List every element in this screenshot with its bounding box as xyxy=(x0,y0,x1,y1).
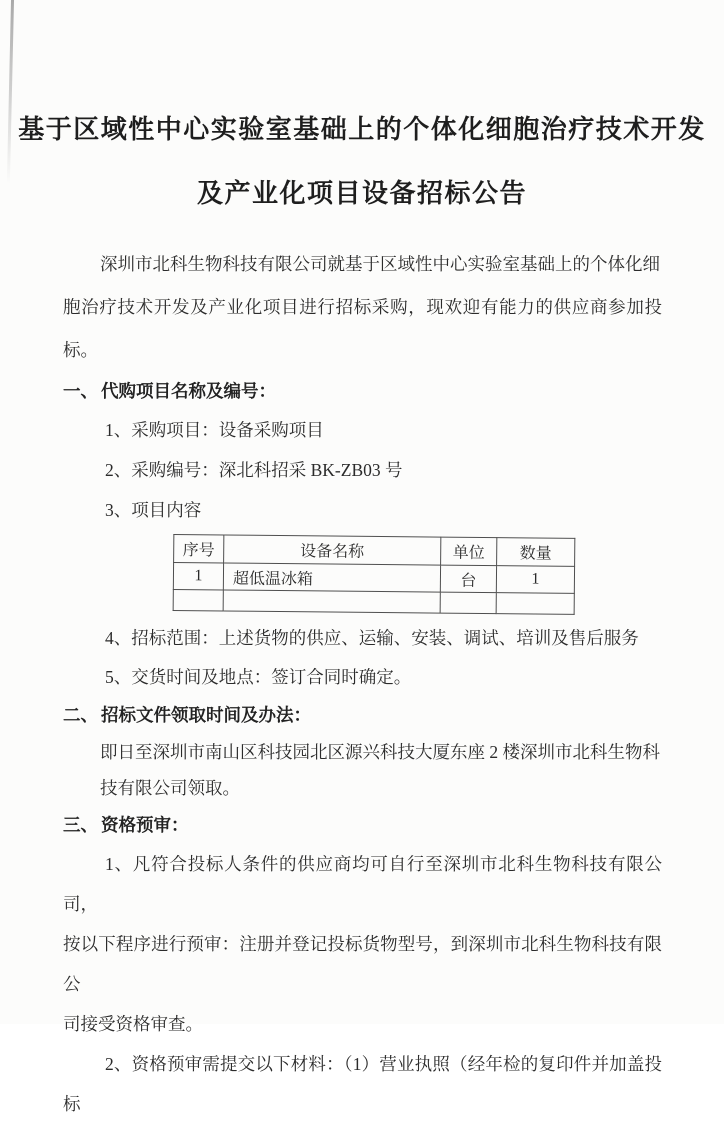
table-row-empty xyxy=(173,590,574,615)
col-header-name: 设备名称 xyxy=(224,535,441,565)
table-header-row xyxy=(174,535,575,567)
numbered-item-3: 3、项目内容 xyxy=(105,500,202,520)
section-3-paragraph-2 xyxy=(63,1044,662,1124)
cell-name: 超低温冰箱 xyxy=(223,563,440,592)
section-2-heading xyxy=(63,696,662,734)
section-3-paragraph-1 xyxy=(63,844,662,1044)
col-header-seq: 序号 xyxy=(174,535,224,563)
section-3-line: 2、资格预审需提交以下材料：（1）营业执照（经年检的复印件并加盖投标 xyxy=(63,1054,662,1114)
cell-seq xyxy=(173,590,223,611)
col-header-unit: 单位 xyxy=(441,537,497,566)
cell-unit: 台 xyxy=(440,565,496,593)
section-3-heading-text: 资格预审： xyxy=(101,815,189,835)
cell-qty xyxy=(496,593,574,615)
equipment-table-wrap xyxy=(173,534,574,615)
cell-qty: 1 xyxy=(496,566,574,594)
cell-unit xyxy=(440,592,496,614)
document-body xyxy=(0,243,724,1124)
section-2-marker: 二、 xyxy=(63,705,98,725)
intro-line: 胞治疗技术开发及产业化项目进行招标采购，现欢迎有能力的供应商参加投标。 xyxy=(63,297,662,360)
table-row xyxy=(173,563,574,594)
title-line-2: 及产业化项目设备招标公告 xyxy=(196,179,527,208)
section-3-marker: 三、 xyxy=(63,815,98,835)
intro-paragraph xyxy=(63,243,662,372)
section-3-heading xyxy=(63,806,662,844)
section-2-line: 即日至深圳市南山区科技园北区源兴科技大厦东座 2 楼深圳市北科生物科 xyxy=(100,742,660,762)
section-3-line: 按以下程序进行预审：注册并登记投标货物型号，到深圳市北科生物科技有限公 xyxy=(63,934,662,994)
section-1-marker: 一、 xyxy=(63,381,98,401)
numbered-item-4: 4、招标范围：上述货物的供应、运输、安装、调试、培训及售后服务 xyxy=(105,628,639,648)
cell-seq: 1 xyxy=(173,563,223,590)
section-3-line: 1、凡符合投标人条件的供应商均可自行至深圳市北科生物科技有限公司， xyxy=(63,854,662,914)
section-1-heading-text: 代购项目名称及编号： xyxy=(101,381,276,401)
intro-line: 深圳市北科生物科技有限公司就基于区域性中心实验室基础上的个体化细 xyxy=(100,254,660,274)
numbered-item-5: 5、交货时间及地点：签订合同时确定。 xyxy=(105,667,412,687)
document-title xyxy=(0,0,724,226)
section-2-line: 技有限公司领取。 xyxy=(100,778,240,798)
section-1-heading xyxy=(63,372,662,410)
equipment-table xyxy=(173,534,576,615)
title-line-1: 基于区域性中心实验室基础上的个体化细胞治疗技术开发 xyxy=(18,115,706,144)
section-3-line: 司接受资格审查。 xyxy=(63,1014,203,1034)
section-2-heading-text: 招标文件领取时间及办法： xyxy=(101,705,311,725)
cell-name xyxy=(223,590,440,613)
numbered-item-2: 2、采购编号：深北科招采 BK-ZB03 号 xyxy=(105,460,403,480)
section-2-paragraph xyxy=(63,734,662,806)
col-header-qty: 数量 xyxy=(497,538,575,567)
numbered-item-1: 1、采购项目：设备采购项目 xyxy=(105,420,324,440)
